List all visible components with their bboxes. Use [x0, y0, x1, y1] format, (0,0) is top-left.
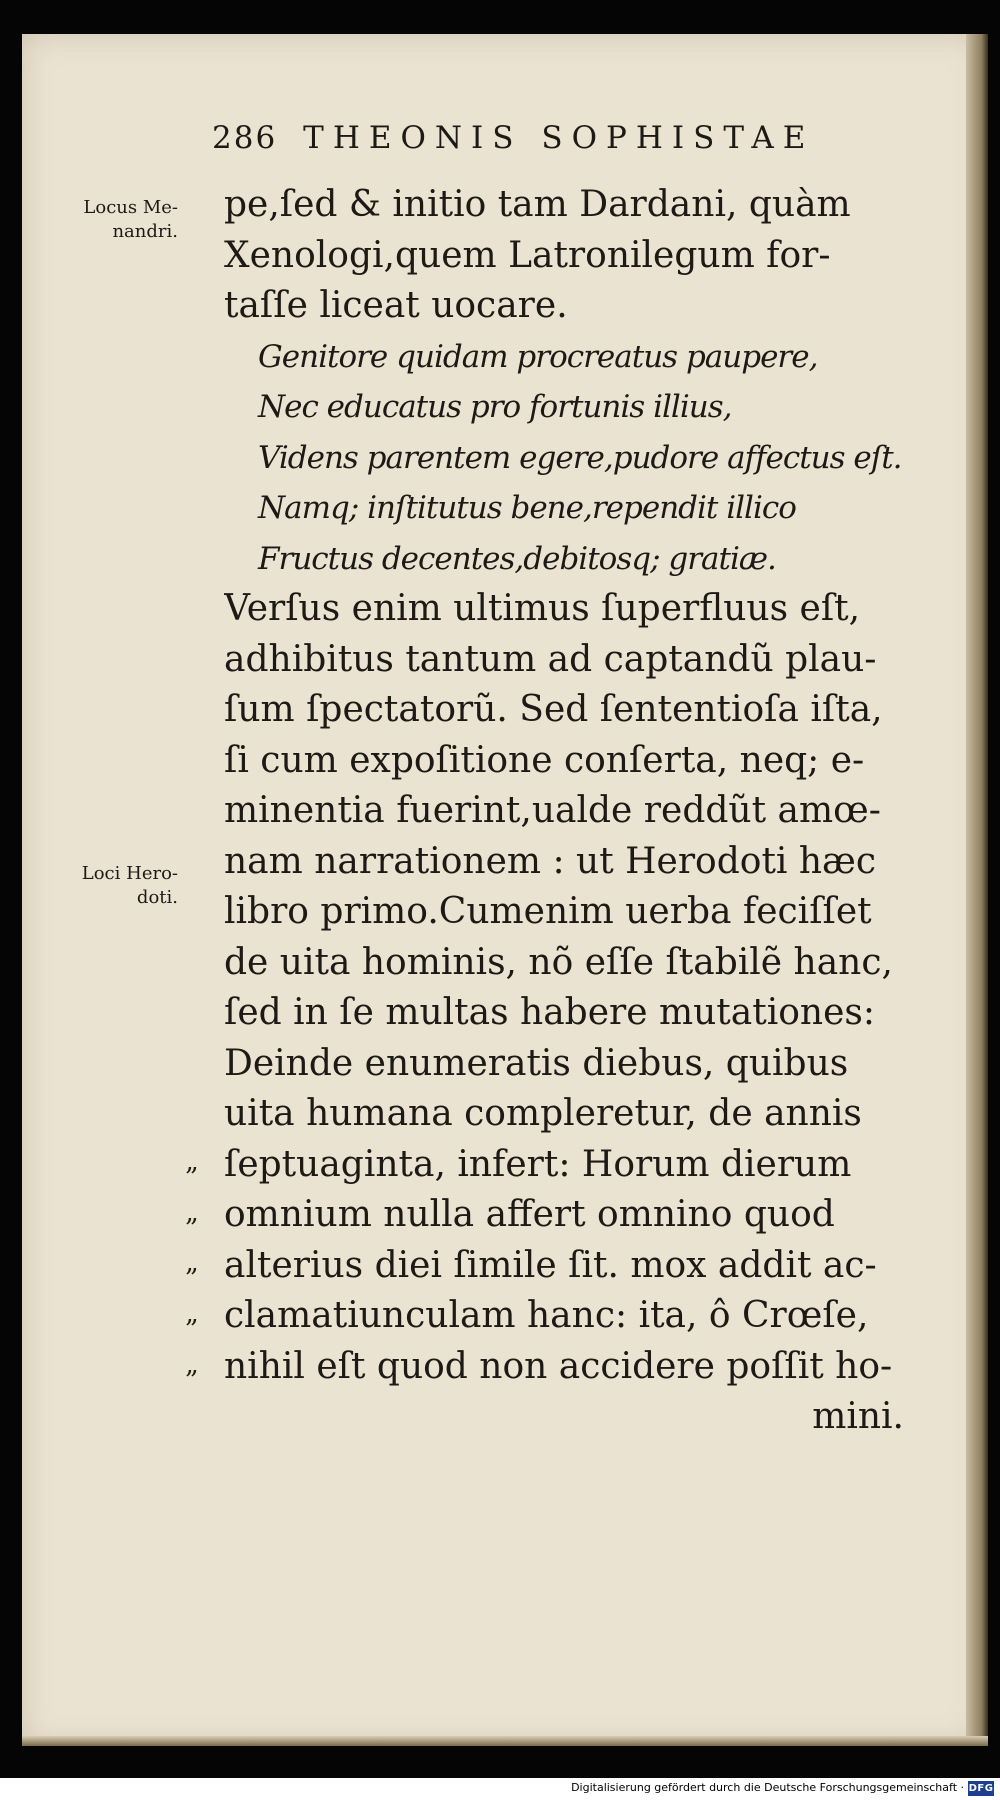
verse-line: Genitore quidam procreatus paupere, — [258, 338, 818, 375]
text-line: alterius diei ſimile ſit. mox addit ac- — [224, 1244, 877, 1286]
text-line: nam narrationem : ut Herodoti hæc — [224, 840, 877, 882]
text-line: adhibitus tantum ad captandũ plau- — [224, 638, 877, 680]
quote-mark: „ — [185, 1299, 197, 1329]
running-title: THEONIS SOPHISTAE — [303, 120, 815, 156]
verse-line: Nec educatus pro fortunis illius, — [258, 389, 732, 425]
text-line: minentia fuerint,ualde reddũt amœ- — [224, 790, 881, 831]
text-line: ſum ſpectatorũ. Sed ſententioſa iſta, — [224, 689, 883, 730]
text-line: libro primo.Cumenim uerba feciſſet — [224, 891, 872, 932]
side-note-line: Locus Me- — [83, 197, 178, 218]
verse-line: Namq; inſtitutus bene,rependit illico — [258, 490, 796, 526]
page-number: 286 — [212, 120, 278, 156]
page-edge-shadow — [966, 34, 988, 1746]
side-note-herodotus — [28, 862, 178, 910]
quote-mark: „ — [185, 1147, 197, 1177]
running-head — [212, 120, 892, 156]
funding-credit: Digitalisierung gefördert durch die Deutsche Forschungsgemeinschaft · — [571, 1781, 964, 1794]
side-note-line: nandri. — [112, 221, 178, 242]
text-line: pe,ſed & initio tam Dardani, quàm — [224, 184, 851, 225]
verse-line: Fructus decentes,debitosq; gratiæ. — [258, 540, 776, 577]
text-line: Xenologi,quem Latronilegum for- — [224, 234, 831, 276]
quote-mark: „ — [185, 1350, 197, 1380]
quote-mark: „ — [185, 1198, 197, 1228]
side-note-line: doti. — [136, 887, 178, 908]
page-bottom-edge — [22, 1736, 988, 1746]
dfg-logo: DFG — [968, 1783, 994, 1794]
text-line: Verſus enim ultimus ſuperfluus eſt, — [224, 588, 861, 629]
text-line: taſſe liceat uocare. — [224, 285, 568, 326]
text-line: Deinde enumeratis diebus, quibus — [224, 1042, 849, 1084]
side-note-menander — [28, 196, 178, 244]
text-line: ſed in ſe multas habere mutationes: — [224, 992, 875, 1033]
text-line: clamatiunculam hanc: ita, ô Crœſe, — [224, 1295, 869, 1336]
text-line: ſeptuaginta, infert: Horum dierum — [224, 1143, 852, 1185]
text-line: mini. — [812, 1396, 904, 1437]
text-line: nihil eſt quod non accidere poſſit ho- — [224, 1345, 893, 1387]
text-line: ſi cum expoſitione conſerta, neq; e- — [224, 739, 865, 781]
text-line: omnium nulla affert omnino quod — [224, 1194, 835, 1235]
quote-mark: „ — [185, 1248, 197, 1278]
verse-line: Videns parentem egere,pudore affectus eſt. — [258, 439, 902, 476]
side-note-line: Loci Hero- — [81, 863, 178, 884]
text-line: de uita hominis, nõ eſſe ſtabilẽ hanc, — [224, 941, 893, 983]
text-line: uita humana compleretur, de annis — [224, 1093, 862, 1134]
body-text — [224, 180, 904, 1443]
